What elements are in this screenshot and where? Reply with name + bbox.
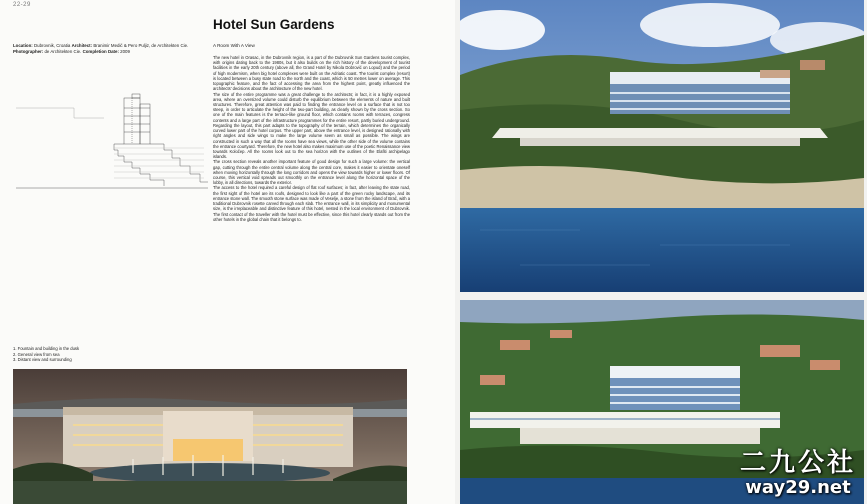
distant-view-photo bbox=[460, 300, 864, 504]
dusk-fountain-photo bbox=[13, 369, 407, 504]
cross-section-drawing bbox=[14, 88, 210, 192]
body-paragraph: The access to the hotel required a careful design of flat roof surfaces; in fact, after leaving the state road, the first sight of the hotel are its roofs, designed to look like a part of the green rocky landscape, and its entrance stone wall. The smooth stone surface was made of Veselje, a stone from the island of Brač, with a traditional Dubrovnik rosette carved through each slab. The entrance wall, in its simplicity and monumental size, is the irreplaceable and distinctive feature of this hotel, nested in the local environment of Dubrovnik. The first contact of the traveller with the hotel must be effective, since this hotel clearly stands out from the other hotels in the global chain that it belongs to. bbox=[213, 185, 410, 222]
body-paragraph: The cross section reveals another important feature of good design for such a large volume: the vertical gap, cutting through the entire central volume along the central core, makes it easier to orientate oneself when moving horizontally through the long corridors and opens the view towards higher or lower floors. Of course, this vertical void spreads out smoothly on the entrance level along the horizontal space of the lobby, in all directions, towards the exterior. bbox=[213, 159, 410, 186]
general-view-from-sea-photo bbox=[460, 0, 864, 292]
architect-value: Branimir Medić & Pero Puljiz, de Architekten Cie. bbox=[93, 43, 189, 48]
caption: 2. General view from sea bbox=[13, 351, 60, 357]
body-paragraph: The size of the entire programme was a great challenge to the architects; in fact, it is a highly exposed area, where an oversized volume could disturb the equilibrium between the elements of nature and built structures. Therefore, great attention was paid to finding the entrance level on a surface that is not too steep, in order to articulate the height of the two-part building, as clearly shown by the cross section. So one of the main features is the terrace-like ground floor, which contains rooms with terraces, congress contents and a large part of the infrastructure programmes for the entire resort, partly buried underground. Regarding the layout, this part adapts to the topography of the terrain, which determines the organically curved lower part of the hotel corpus. The upper part, above the entrance level, is designed rationally with right angles and side wings to make the large volume seem as small as possible. The wings are constructed in such a way that all the rooms have sea views, while the other side of the volume contains the entrance courtyard. Therefore, the new hotel also makes maximum use of the poetic Renaissance view towards Koločep. All the rooms look out to the sea horizon with the outlines of the Elafiti archipelago islands. bbox=[213, 91, 410, 160]
completion-value: 2009 bbox=[120, 49, 130, 54]
location-value: Dubrovnik, Croatia bbox=[34, 43, 71, 48]
body-paragraph: The new hotel in Orasac, in the Dubrovnik region, is a part of the Dubrovnik Sun Gardens tourist complex, with origins dating back to the 1980s, but it also builds on the rich history of the development of tourist facilities in the early 20th century (above all, the Grand Hotel by Nikola Dobrović on Lopud) and the period of high modernism, when big hotel complexes were built on the Adriatic coast. The tourist complex (resort) is located between a busy state road to the north and the coast, which is 50 metres lower on average. This topographic feature, and the fact of accessing the area from the highest point, greatly influenced the architects' decisions about the architecture of the new hotel. bbox=[213, 55, 410, 92]
photo-captions bbox=[13, 346, 79, 363]
right-page bbox=[455, 0, 867, 504]
subheading: A Room With A View bbox=[213, 43, 255, 48]
project-credits bbox=[13, 43, 209, 55]
page-title: Hotel Sun Gardens bbox=[213, 17, 335, 32]
location-label: Location: bbox=[13, 43, 33, 48]
watermark bbox=[740, 448, 856, 498]
architect-label: Architect: bbox=[71, 43, 93, 48]
watermark-chinese: 二九公社 bbox=[739, 448, 856, 478]
caption: 3. Distant view and surrounding bbox=[13, 357, 72, 363]
caption: 1. Fountain and building in the dusk bbox=[13, 346, 80, 351]
watermark-url: way29.net bbox=[745, 477, 851, 498]
completion-label: Completion Date: bbox=[82, 49, 119, 54]
photographer-value: de Architekten Cie. bbox=[44, 49, 82, 54]
page-number: 22-29 bbox=[13, 2, 31, 8]
body-text bbox=[213, 55, 410, 222]
photographer-label: Photographer: bbox=[13, 49, 44, 54]
